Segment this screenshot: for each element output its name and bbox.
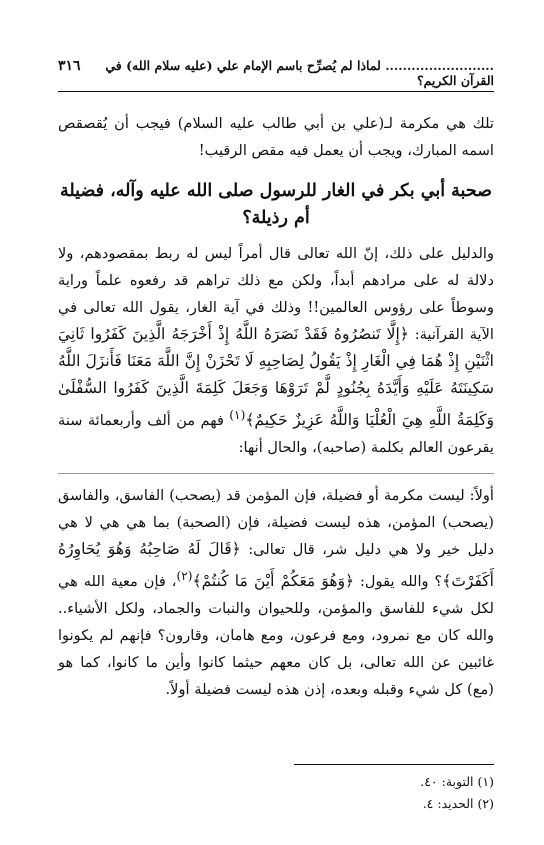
section-heading: صحبة أبي بكر في الغار للرسول صلى الله عليه وآله، فضيلة أم رذيلة؟ <box>59 181 492 228</box>
footnote-ref-1[interactable]: (١) <box>229 408 246 422</box>
paragraph-divider <box>58 473 494 474</box>
footnote-ref-2[interactable]: (٢) <box>176 568 193 583</box>
paragraph-2-tail: فهم من ألف وأربعمائة سنة يقرعون العالم بكلمة (صاحبه)، والحال أنها: <box>58 411 494 456</box>
paragraph-2 <box>58 240 494 461</box>
quran-verse-cave: ﴿إِلَّا تَنصُرُوهُ فَقَدْ نَصَرَهُ اللَّهُ إِذْ أَخْرَجَهُ الَّذِينَ كَفَرُوا ثَانِيَ اثْنَيْنِ إِذْ هُمَا فِي الْغَارِ إِذْ يَقُولُ لِصَاحِبِهِ لَا تَحْزَنْ إِنَّ اللَّهَ مَعَنَا فَأَنزَلَ اللَّهُ سَكِينَتَهُ عَلَيْهِ وَأَيَّدَهُ بِجُنُودٍ لَّمْ تَرَوْهَا وَجَعَلَ كَلِمَةَ الَّذِينَ كَفَرُوا السُّفْلَىٰ وَكَلِمَةُ اللَّهِ هِيَ الْعُلْيَا وَاللَّهُ عَزِيزٌ حَكِيمٌ﴾ <box>58 325 494 429</box>
running-title: ......................... لماذا لم يُصرِّح باسم الإمام علي (عليه سلام الله) في القرآن الكريم؟ <box>105 58 494 88</box>
footnote-1: (١) التوبة: ٤٠. <box>420 774 494 789</box>
paragraph-1: تلك هي مكرمة لـ(علي بن أبي طالب عليه السلام) فيجب أن يُقصقص اسمه المبارك، ويجب أن يعمل فيه مقص الرقيب! <box>58 115 494 159</box>
page-number: ٣١٦ <box>58 58 81 74</box>
paragraph-3-part-c: ، فإن معية الله هي لكل شيء للفاسق والمؤمن، وللحيوان والنبات والجماد، ولكل الأشياء.. والله كان مع نمرود، ومع فرعون، ومع هامان، وقارون؟ فإنهم لم يكونوا غائبين عن الله تعالى، بل كان معهم حيثما كانوا وأين ما كانوا، كما هو (مع) كل شيء وقبله وبعده، إذن هذه ليست فضيلة أولاً. <box>58 572 494 698</box>
paragraph-2-intro: والدليل على ذلك، إنّ الله تعالى قال أمراً ليس له ربط بمقصودهم، ولا دلالة له على مرادهم أبداً، ولكن مع ذلك تراهم قد رفعوه علماً وراية وسوطاً على رؤوس العالمين!! وذلك في آية الغار، يقول الله تعالى في الآية القرآنية: <box>58 245 494 343</box>
footnote-2: (٢) الحديد: ٤. <box>422 796 494 811</box>
quran-verse-companion: ﴿قَالَ لَهُ صَاحِبُهُ وَهُوَ يُحَاوِرُهُ أَكَفَرْتَ﴾ <box>58 539 494 590</box>
paragraph-3-part-b: ؟ والله يقول: <box>354 572 443 590</box>
footnotes <box>294 764 494 815</box>
paragraph-3-part-a: أولاً: ليست مكرمة أو فضيلة، فإن المؤمن قد (يصحب) الفاسق، والفاسق (يصحب) المؤمن، هذه ليست فضيلة، فإن (الصحبة) بما هي هي لا هي دليل خير ولا هي دليل شر، قال تعالى: <box>58 486 495 558</box>
quran-verse-with-you: ﴿وَهُوَ مَعَكُمْ أَيْنَ مَا كُنتُمْ﴾ <box>192 571 355 590</box>
page-body <box>58 110 494 703</box>
paragraph-3 <box>58 482 494 703</box>
running-header <box>58 58 494 92</box>
